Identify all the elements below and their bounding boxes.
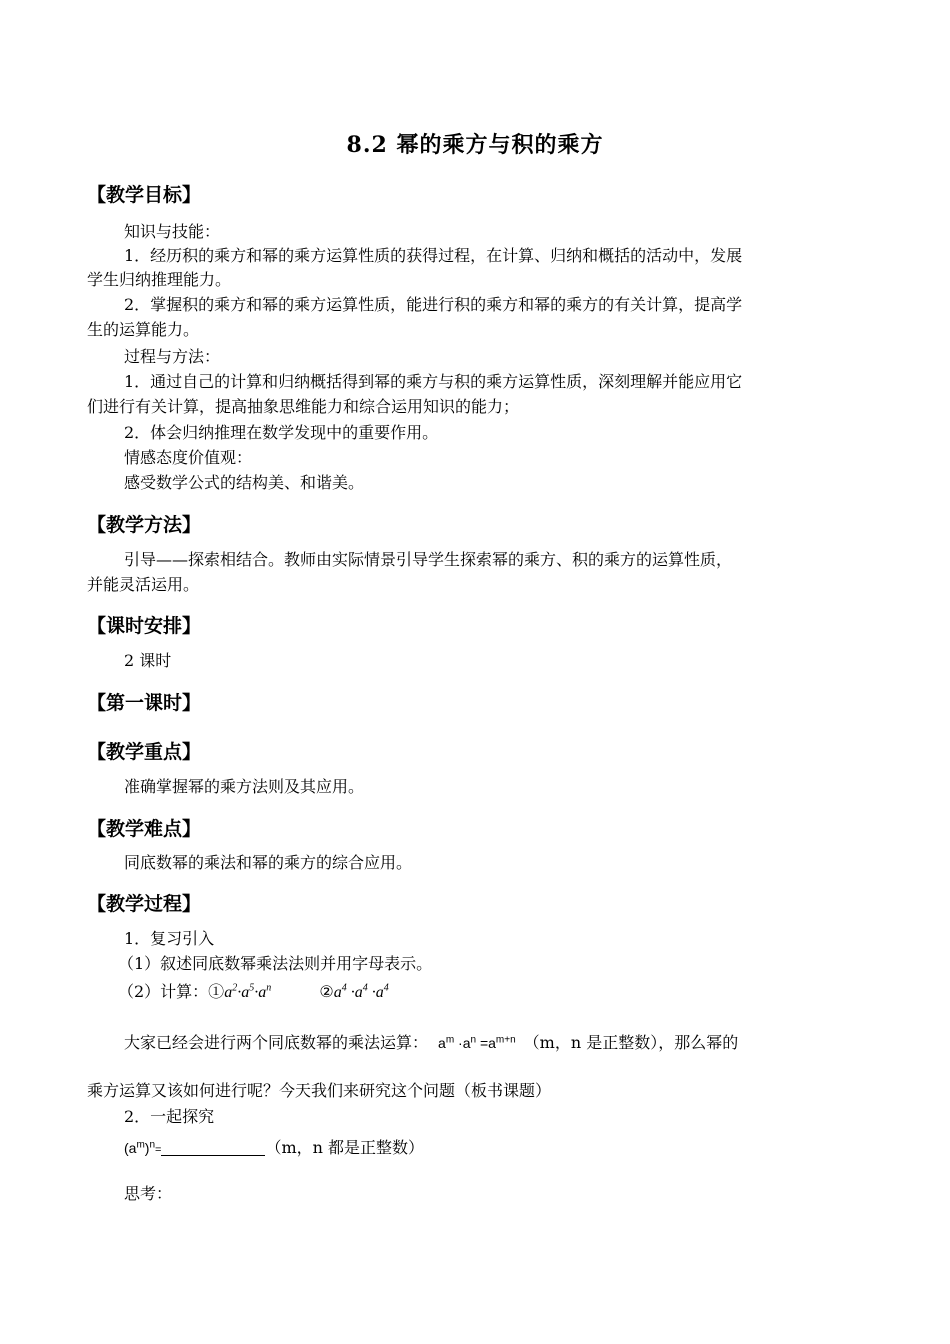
step1-title: 1．复习引入: [124, 929, 215, 948]
process-item-1-line1: 1．通过自己的计算和归纳概括得到幂的乘方与积的乘方运算性质，深刻理解并能应用它: [124, 372, 743, 391]
expression-1: $a^2\cdot a^5\cdot a^n$: [224, 982, 272, 1001]
emotion-text: 感受数学公式的结构美、和谐美。: [124, 473, 365, 492]
review-question-2: [118, 981, 389, 1004]
intro-condition: （m，n 是正整数），那么幂的: [523, 1033, 739, 1052]
heading-key-points: 【教学重点】: [87, 741, 202, 763]
heading-method: 【教学方法】: [87, 514, 202, 536]
knowledge-label: 知识与技能：: [124, 222, 221, 241]
difficulties-text: 同底数幂的乘法和幂的乘方的综合应用。: [124, 853, 413, 872]
schedule-text: 2 课时: [124, 651, 172, 670]
power-of-power-formula: $(a^m)^n=$: [124, 1139, 162, 1156]
review-question-2-label: （2）计算：①: [118, 982, 225, 1001]
heading-difficulties: 【教学难点】: [87, 818, 202, 840]
process-item-1-line2: 们进行有关计算，提高抽象思维能力和综合运用知识的能力；: [87, 397, 520, 416]
process-method-label: 过程与方法：: [124, 347, 221, 366]
intro-lead: 大家已经会进行两个同底数幂的乘法运算：: [124, 1033, 429, 1052]
page-title: 8.2 幂的乘方与积的乘方: [346, 132, 604, 158]
review-question-1: （1）叙述同底数幂乘法法则并用字母表示。: [118, 954, 433, 973]
knowledge-item-2-line1: 2．掌握积的乘方和幂的乘方运算性质，能进行积的乘方和幂的乘方的有关计算，提高学: [124, 295, 743, 314]
expression-2: $a^4 \cdot a^4 \cdot a^4$: [333, 982, 389, 1001]
heading-goals: 【教学目标】: [87, 184, 202, 206]
think-label: 思考：: [124, 1184, 173, 1203]
step2-title: 2．一起探究: [124, 1107, 215, 1126]
heading-process: 【教学过程】: [87, 893, 202, 915]
emotion-label: 情感态度价值观：: [124, 448, 253, 467]
explore-condition: （m，n 都是正整数）: [265, 1138, 425, 1157]
knowledge-item-2-line2: 生的运算能力。: [87, 320, 200, 339]
heading-first-lesson: 【第一课时】: [87, 692, 202, 714]
intro-line1: [124, 1032, 738, 1054]
answer-blank[interactable]: [161, 1141, 265, 1156]
review-question-2-mark2: ②: [319, 982, 334, 1001]
heading-schedule: 【课时安排】: [87, 615, 202, 637]
key-points-text: 准确掌握幂的乘方法则及其应用。: [124, 777, 365, 796]
method-line2: 并能灵活运用。: [87, 575, 200, 594]
intro-line2: 乘方运算又该如何进行呢？今天我们来研究这个问题（板书课题）: [87, 1081, 552, 1100]
product-rule-formula: $a^m \cdot a^n =a^{m+n}$: [438, 1034, 516, 1051]
method-line1: 引导——探索相结合。教师由实际情景引导学生探索幂的乘方、积的乘方的运算性质，: [124, 550, 733, 569]
knowledge-item-1-line1: 1．经历积的乘方和幂的乘方运算性质的获得过程，在计算、归纳和概括的活动中，发展: [124, 246, 743, 265]
process-item-2: 2．体会归纳推理在数学发现中的重要作用。: [124, 423, 439, 442]
explore-formula-line: [124, 1137, 424, 1161]
knowledge-item-1-line2: 学生归纳推理能力。: [87, 270, 232, 289]
